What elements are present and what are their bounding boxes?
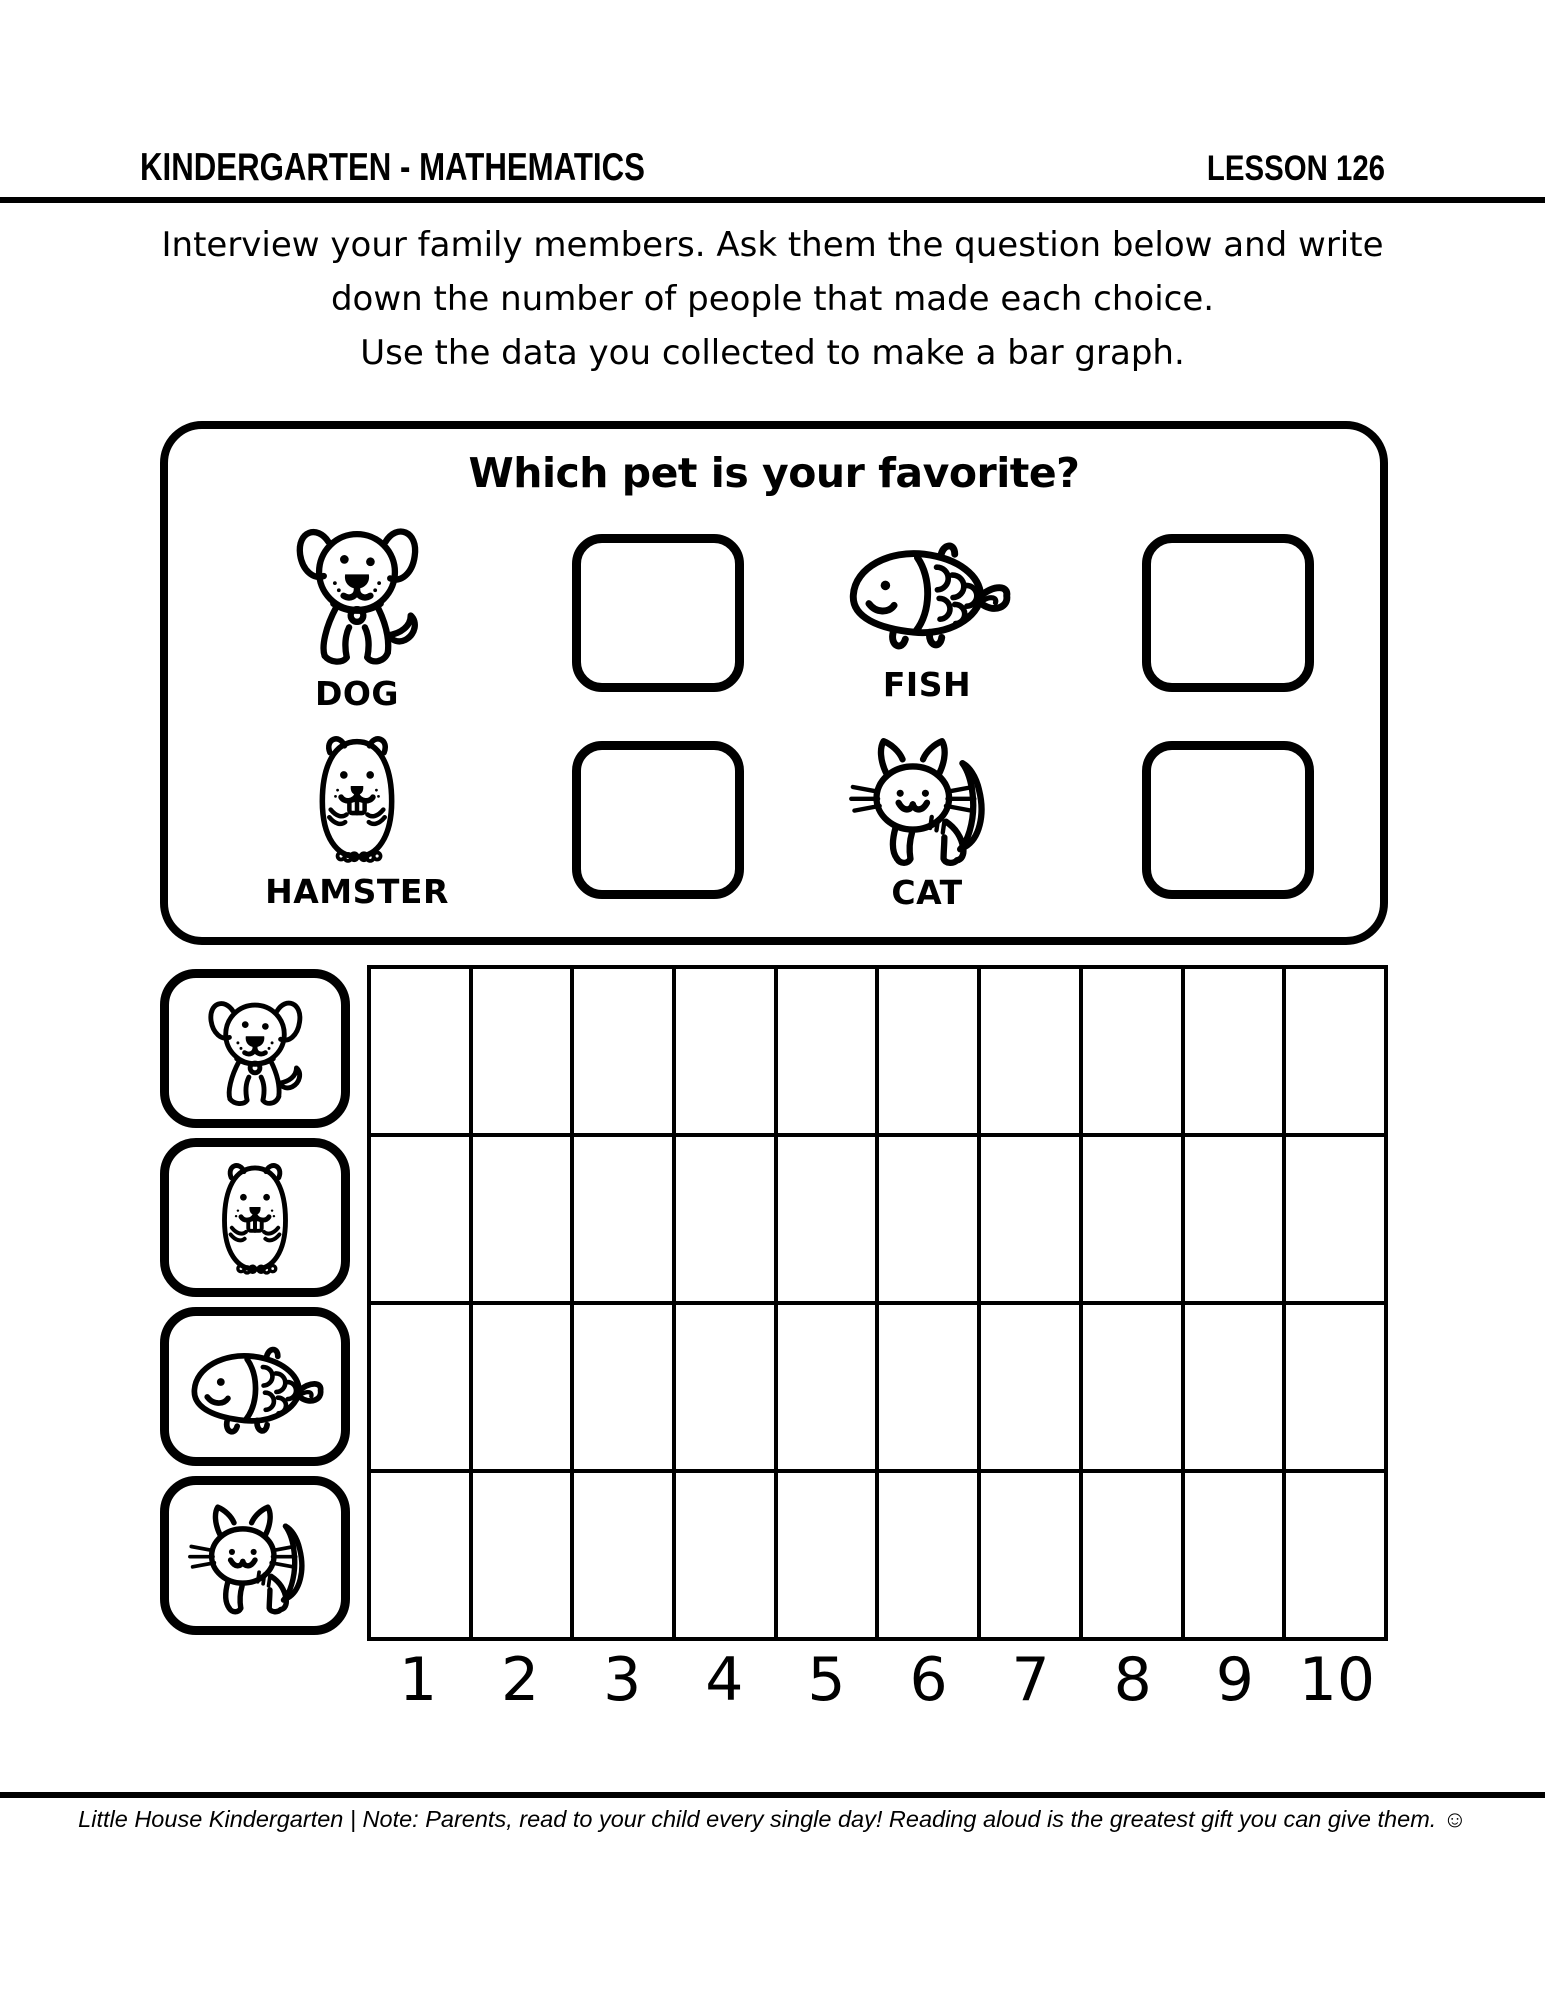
grid-cell-cat-1[interactable] <box>371 1473 469 1637</box>
footer-note: Little House Kindergarten | Note: Parents, read to your child every single day! Reading aloud is the greatest gift you can give them. ☺ <box>78 1806 1467 1832</box>
grid-cell-fish-3[interactable] <box>574 1305 672 1469</box>
grid-cell-dog-6[interactable] <box>879 969 977 1133</box>
grid-row-icon-hamster <box>160 1138 350 1297</box>
axis-number-4: 4 <box>705 1645 744 1715</box>
option-dog <box>204 509 774 716</box>
grid-cell-dog-9[interactable] <box>1185 969 1283 1133</box>
grid-cell-hamster-9[interactable] <box>1185 1137 1283 1301</box>
grid-cell-dog-4[interactable] <box>676 969 774 1133</box>
grid-cell-dog-7[interactable] <box>981 969 1079 1133</box>
dog-count-box[interactable] <box>572 534 744 692</box>
grid-cell-cat-6[interactable] <box>879 1473 977 1637</box>
cat-icon <box>848 727 1006 869</box>
survey-options <box>204 509 1344 923</box>
option-fish <box>774 509 1344 716</box>
axis-number-6: 6 <box>909 1645 948 1715</box>
axis-number-3: 3 <box>603 1645 642 1715</box>
grid-cell-hamster-8[interactable] <box>1083 1137 1181 1301</box>
grid-cell-hamster-4[interactable] <box>676 1137 774 1301</box>
grid-cell-dog-1[interactable] <box>371 969 469 1133</box>
survey-box <box>160 421 1388 945</box>
grid-cell-cat-3[interactable] <box>574 1473 672 1637</box>
fish-icon <box>836 522 1018 661</box>
grid-cell-hamster-2[interactable] <box>473 1137 571 1301</box>
cat-icon <box>187 1495 323 1617</box>
axis-number-7: 7 <box>1011 1645 1050 1715</box>
cat-count-box[interactable] <box>1142 741 1314 899</box>
grid-row-icon-dog <box>160 969 350 1128</box>
cat-figure <box>802 727 1052 912</box>
dog-figure <box>232 512 482 713</box>
hamster-label: HAMSTER <box>265 871 449 911</box>
grid-cell-hamster-5[interactable] <box>778 1137 876 1301</box>
axis-number-1: 1 <box>398 1645 438 1715</box>
grid-cell-fish-5[interactable] <box>778 1305 876 1469</box>
grid-cell-fish-7[interactable] <box>981 1305 1079 1469</box>
grid-cell-dog-5[interactable] <box>778 969 876 1133</box>
grid-cell-cat-7[interactable] <box>981 1473 1079 1637</box>
option-hamster <box>204 716 774 923</box>
grid-cell-fish-6[interactable] <box>879 1305 977 1469</box>
grid-cell-hamster-1[interactable] <box>371 1137 469 1301</box>
instructions-line-2: down the number of people that made each choice. <box>330 279 1215 319</box>
header-rule <box>0 197 1545 203</box>
hamster-figure <box>232 729 482 911</box>
grid-cell-fish-1[interactable] <box>371 1305 469 1469</box>
axis-number-2: 2 <box>501 1645 540 1715</box>
grid-cell-cat-4[interactable] <box>676 1473 774 1637</box>
grid-cell-cat-2[interactable] <box>473 1473 571 1637</box>
cat-label: CAT <box>891 873 963 912</box>
axis-number-10: 10 <box>1298 1645 1376 1715</box>
grid-cell-fish-9[interactable] <box>1185 1305 1283 1469</box>
dog-label: DOG <box>314 674 400 713</box>
instructions-line-1: Interview your family members. Ask them the question below and write <box>161 225 1384 265</box>
fish-icon <box>180 1330 330 1444</box>
fish-label: FISH <box>882 664 972 704</box>
hamster-count-box[interactable] <box>572 741 744 899</box>
grid-cell-cat-10[interactable] <box>1286 1473 1384 1637</box>
x-axis-labels <box>367 1645 1388 1715</box>
grid-cell-hamster-6[interactable] <box>879 1137 977 1301</box>
grid-cell-cat-5[interactable] <box>778 1473 876 1637</box>
option-cat <box>774 716 1344 923</box>
grid-cell-hamster-7[interactable] <box>981 1137 1079 1301</box>
grid-row-icon-fish <box>160 1307 350 1466</box>
hamster-icon <box>209 1157 301 1279</box>
grid-cell-cat-8[interactable] <box>1083 1473 1181 1637</box>
course-title: KINDERGARTEN - MATHEMATICS <box>140 146 645 189</box>
grid-cell-hamster-10[interactable] <box>1286 1137 1384 1301</box>
lesson-number: LESSON 126 <box>1206 149 1385 188</box>
grid-cell-dog-3[interactable] <box>574 969 672 1133</box>
axis-number-5: 5 <box>807 1645 846 1715</box>
bar-grid <box>367 965 1388 1641</box>
grid-cell-fish-4[interactable] <box>676 1305 774 1469</box>
grid-cell-cat-9[interactable] <box>1185 1473 1283 1637</box>
fish-figure <box>802 522 1052 704</box>
grid-cell-dog-2[interactable] <box>473 969 571 1133</box>
grid-cell-dog-8[interactable] <box>1083 969 1181 1133</box>
grid-cell-fish-8[interactable] <box>1083 1305 1181 1469</box>
grid-row-icon-cat <box>160 1476 350 1635</box>
axis-number-8: 8 <box>1113 1645 1152 1715</box>
fish-count-box[interactable] <box>1142 534 1314 692</box>
footer-rule <box>0 1792 1545 1798</box>
dog-icon <box>194 988 316 1110</box>
grid-cell-hamster-3[interactable] <box>574 1137 672 1301</box>
instructions <box>0 218 1545 380</box>
instructions-line-3: Use the data you collected to make a bar graph. <box>360 333 1185 373</box>
dog-icon <box>278 512 436 670</box>
axis-number-9: 9 <box>1215 1645 1254 1715</box>
grid-cell-fish-10[interactable] <box>1286 1305 1384 1469</box>
hamster-icon <box>305 729 409 868</box>
survey-question: Which pet is your favorite? <box>468 449 1080 497</box>
grid-cell-fish-2[interactable] <box>473 1305 571 1469</box>
grid-cell-dog-10[interactable] <box>1286 969 1384 1133</box>
